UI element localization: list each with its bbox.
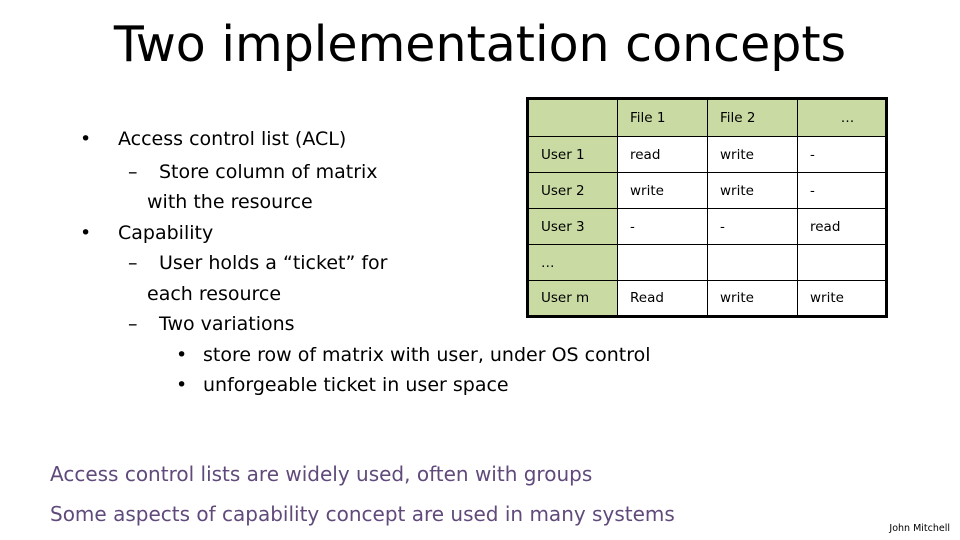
row-header: …: [528, 245, 618, 281]
dash-marker: –: [128, 161, 138, 183]
dash-marker: –: [128, 313, 138, 335]
table-row: [528, 245, 887, 281]
column-header: …: [798, 99, 887, 137]
bullet-marker: •: [176, 344, 188, 366]
table-corner-cell: [528, 99, 618, 137]
bullet-acl-text: Access control list (ACL): [118, 128, 347, 150]
bullet-marker: •: [80, 222, 92, 244]
table-cell: -: [798, 137, 887, 173]
bullet-capability-text: Capability: [118, 222, 214, 244]
table-row: [528, 281, 887, 317]
table-cell: -: [708, 209, 798, 245]
table-cell: -: [618, 209, 708, 245]
column-header: File 1: [618, 99, 708, 137]
bullet-capability: [80, 220, 213, 246]
table-cell: write: [708, 281, 798, 317]
table-cell: Read: [618, 281, 708, 317]
table-cell: [708, 245, 798, 281]
dash-marker: –: [128, 252, 138, 274]
sub-bullet-ticket: [128, 250, 387, 276]
sub-bullet-acl-text-1: Store column of matrix: [159, 161, 378, 183]
table-cell: read: [798, 209, 887, 245]
row-header: User 3: [528, 209, 618, 245]
row-header: User m: [528, 281, 618, 317]
table-cell: [618, 245, 708, 281]
column-header: File 2: [708, 99, 798, 137]
variation-1: [176, 342, 651, 368]
sub-bullet-acl: [128, 159, 378, 185]
bullet-marker: •: [80, 128, 92, 150]
sub-bullet-ticket-text-2: each resource: [147, 283, 282, 305]
sub-bullet-ticket-text-1: User holds a “ticket” for: [159, 252, 388, 274]
sub-bullet-ticket-cont: [147, 281, 281, 307]
table-row: [528, 137, 887, 173]
variation-1-text: store row of matrix with user, under OS control: [203, 344, 651, 366]
table-cell: write: [618, 173, 708, 209]
author-footer: John Mitchell: [889, 523, 950, 534]
table-cell: read: [618, 137, 708, 173]
row-header: User 2: [528, 173, 618, 209]
table-cell: -: [798, 173, 887, 209]
slide-title: Two implementation concepts: [113, 16, 847, 73]
table-row: [528, 209, 887, 245]
sub-bullet-variations-text: Two variations: [159, 313, 295, 335]
summary-line-capability: Some aspects of capability concept are used in many systems: [50, 502, 675, 526]
bullet-acl: [80, 126, 346, 152]
table-cell: write: [708, 173, 798, 209]
table-cell: write: [798, 281, 887, 317]
access-matrix-table: [526, 97, 888, 318]
table-cell: write: [708, 137, 798, 173]
summary-line-acl: Access control lists are widely used, often with groups: [50, 462, 593, 486]
variation-2: [176, 372, 509, 398]
table-header-row: [528, 99, 887, 137]
sub-bullet-variations: [128, 311, 295, 337]
variation-2-text: unforgeable ticket in user space: [203, 374, 509, 396]
table-row: [528, 173, 887, 209]
sub-bullet-acl-cont: [147, 189, 313, 215]
row-header: User 1: [528, 137, 618, 173]
table-cell: [798, 245, 887, 281]
bullet-marker: •: [176, 374, 188, 396]
sub-bullet-acl-text-2: with the resource: [147, 191, 313, 213]
